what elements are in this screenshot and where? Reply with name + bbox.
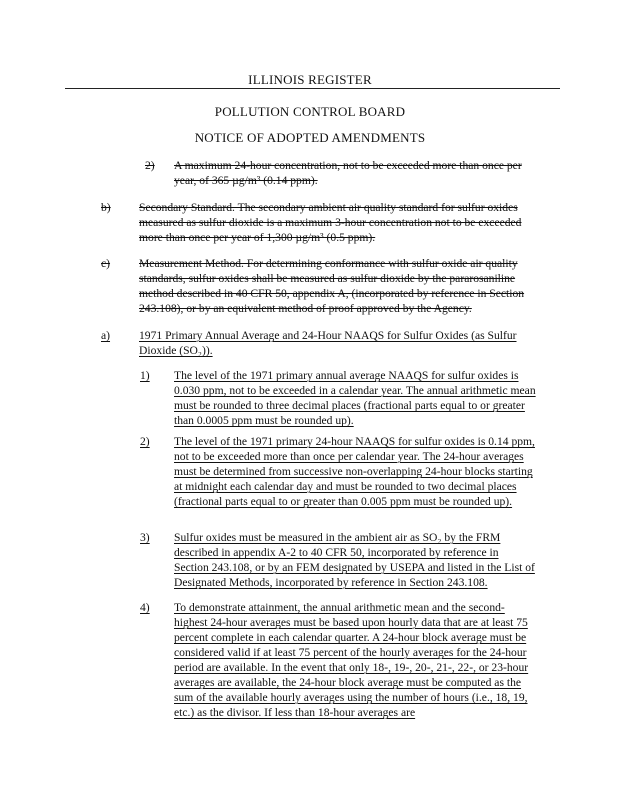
- deleted-b-text: Secondary Standard. The secondary ambient air quality standard for sulfur oxides measured as sulfur dioxide is a maximum 3-hour concentration not to be exceeded more than once per year of 1,300 µg/m³ (0.5 ppm).: [139, 201, 522, 244]
- deleted-b-label: b): [101, 201, 111, 214]
- added-item-1-label: 1): [140, 369, 150, 382]
- deleted-item-2-label: 2): [145, 159, 155, 172]
- register-title: ILLINOIS REGISTER: [248, 72, 372, 87]
- deleted-c-label: c): [101, 257, 111, 270]
- added-item-1-text: The level of the 1971 primary annual average NAAQS for sulfur oxides is 0.030 ppm, not to be exceeded in a calendar year. The annual arithmetic mean must be rounded to three decimal places (fractional parts equal to or greater than 0.0005 ppm must be rounded up).: [174, 369, 536, 427]
- added-a-label: a): [101, 329, 111, 342]
- added-item-3-text: Sulfur oxides must be measured in the ambient air as SO₂ by the FRM described in appendix A-2 to 40 CFR 50, incorporated by reference in Section 243.108, or by an FEM designated by USEPA and listed in the List of Designated Methods, incorporated by reference in Section 243.108.: [174, 531, 535, 589]
- notice-title: NOTICE OF ADOPTED AMENDMENTS: [194, 130, 426, 145]
- added-item-3-label: 3): [140, 531, 150, 544]
- deleted-c-text: Measurement Method. For determining conformance with sulfur oxide air quality standards, sulfur oxides shall be measured as sulfur dioxide by the pararosaniline method described in 40 CFR 50, appendix A, (incorporated by reference in Section 243.108), or by an equivalent method of proof approved by the Agency.: [139, 257, 525, 315]
- header-rule: [65, 88, 560, 89]
- added-item-2-text: The level of the 1971 primary 24-hour NAAQS for sulfur oxides is 0.14 ppm, not to be exceeded more than once per calendar year. The 24-hour averages must be determined from successive non-overlapping 24-hour blocks starting at midnight each calendar day and must be rounded to two decimal places (fractional parts equal to or greater than 0.005 ppm must be rounded up).: [174, 435, 535, 508]
- board-title: POLLUTION CONTROL BOARD: [214, 104, 406, 119]
- added-item-2-label: 2): [140, 435, 150, 448]
- added-item-4-text: To demonstrate attainment, the annual arithmetic mean and the second-highest 24-hour averages must be based upon hourly data that are at least 75 percent complete in each calendar quarter. A 24-hour block average must be considered valid if at least 75 percent of the hourly averages for the 24-hour period are available. In the event that only 18-, 19-, 20-, 21-, 22-, or 23-hour averages are available, the 24-hour block average must be computed as the sum of the available hourly averages using the number of hours (i.e., 18, 19, etc.) as the divisor. If less than 18-hour averages are: [174, 601, 529, 719]
- added-a-text: 1971 Primary Annual Average and 24-Hour NAAQS for Sulfur Oxides (as Sulfur Dioxide (SO₂)).: [139, 329, 517, 357]
- deleted-item-2-text: A maximum 24-hour concentration, not to be exceeded more than once per year, of 365 µg/m³ (0.14 ppm).: [174, 159, 522, 187]
- added-item-4-label: 4): [140, 601, 150, 614]
